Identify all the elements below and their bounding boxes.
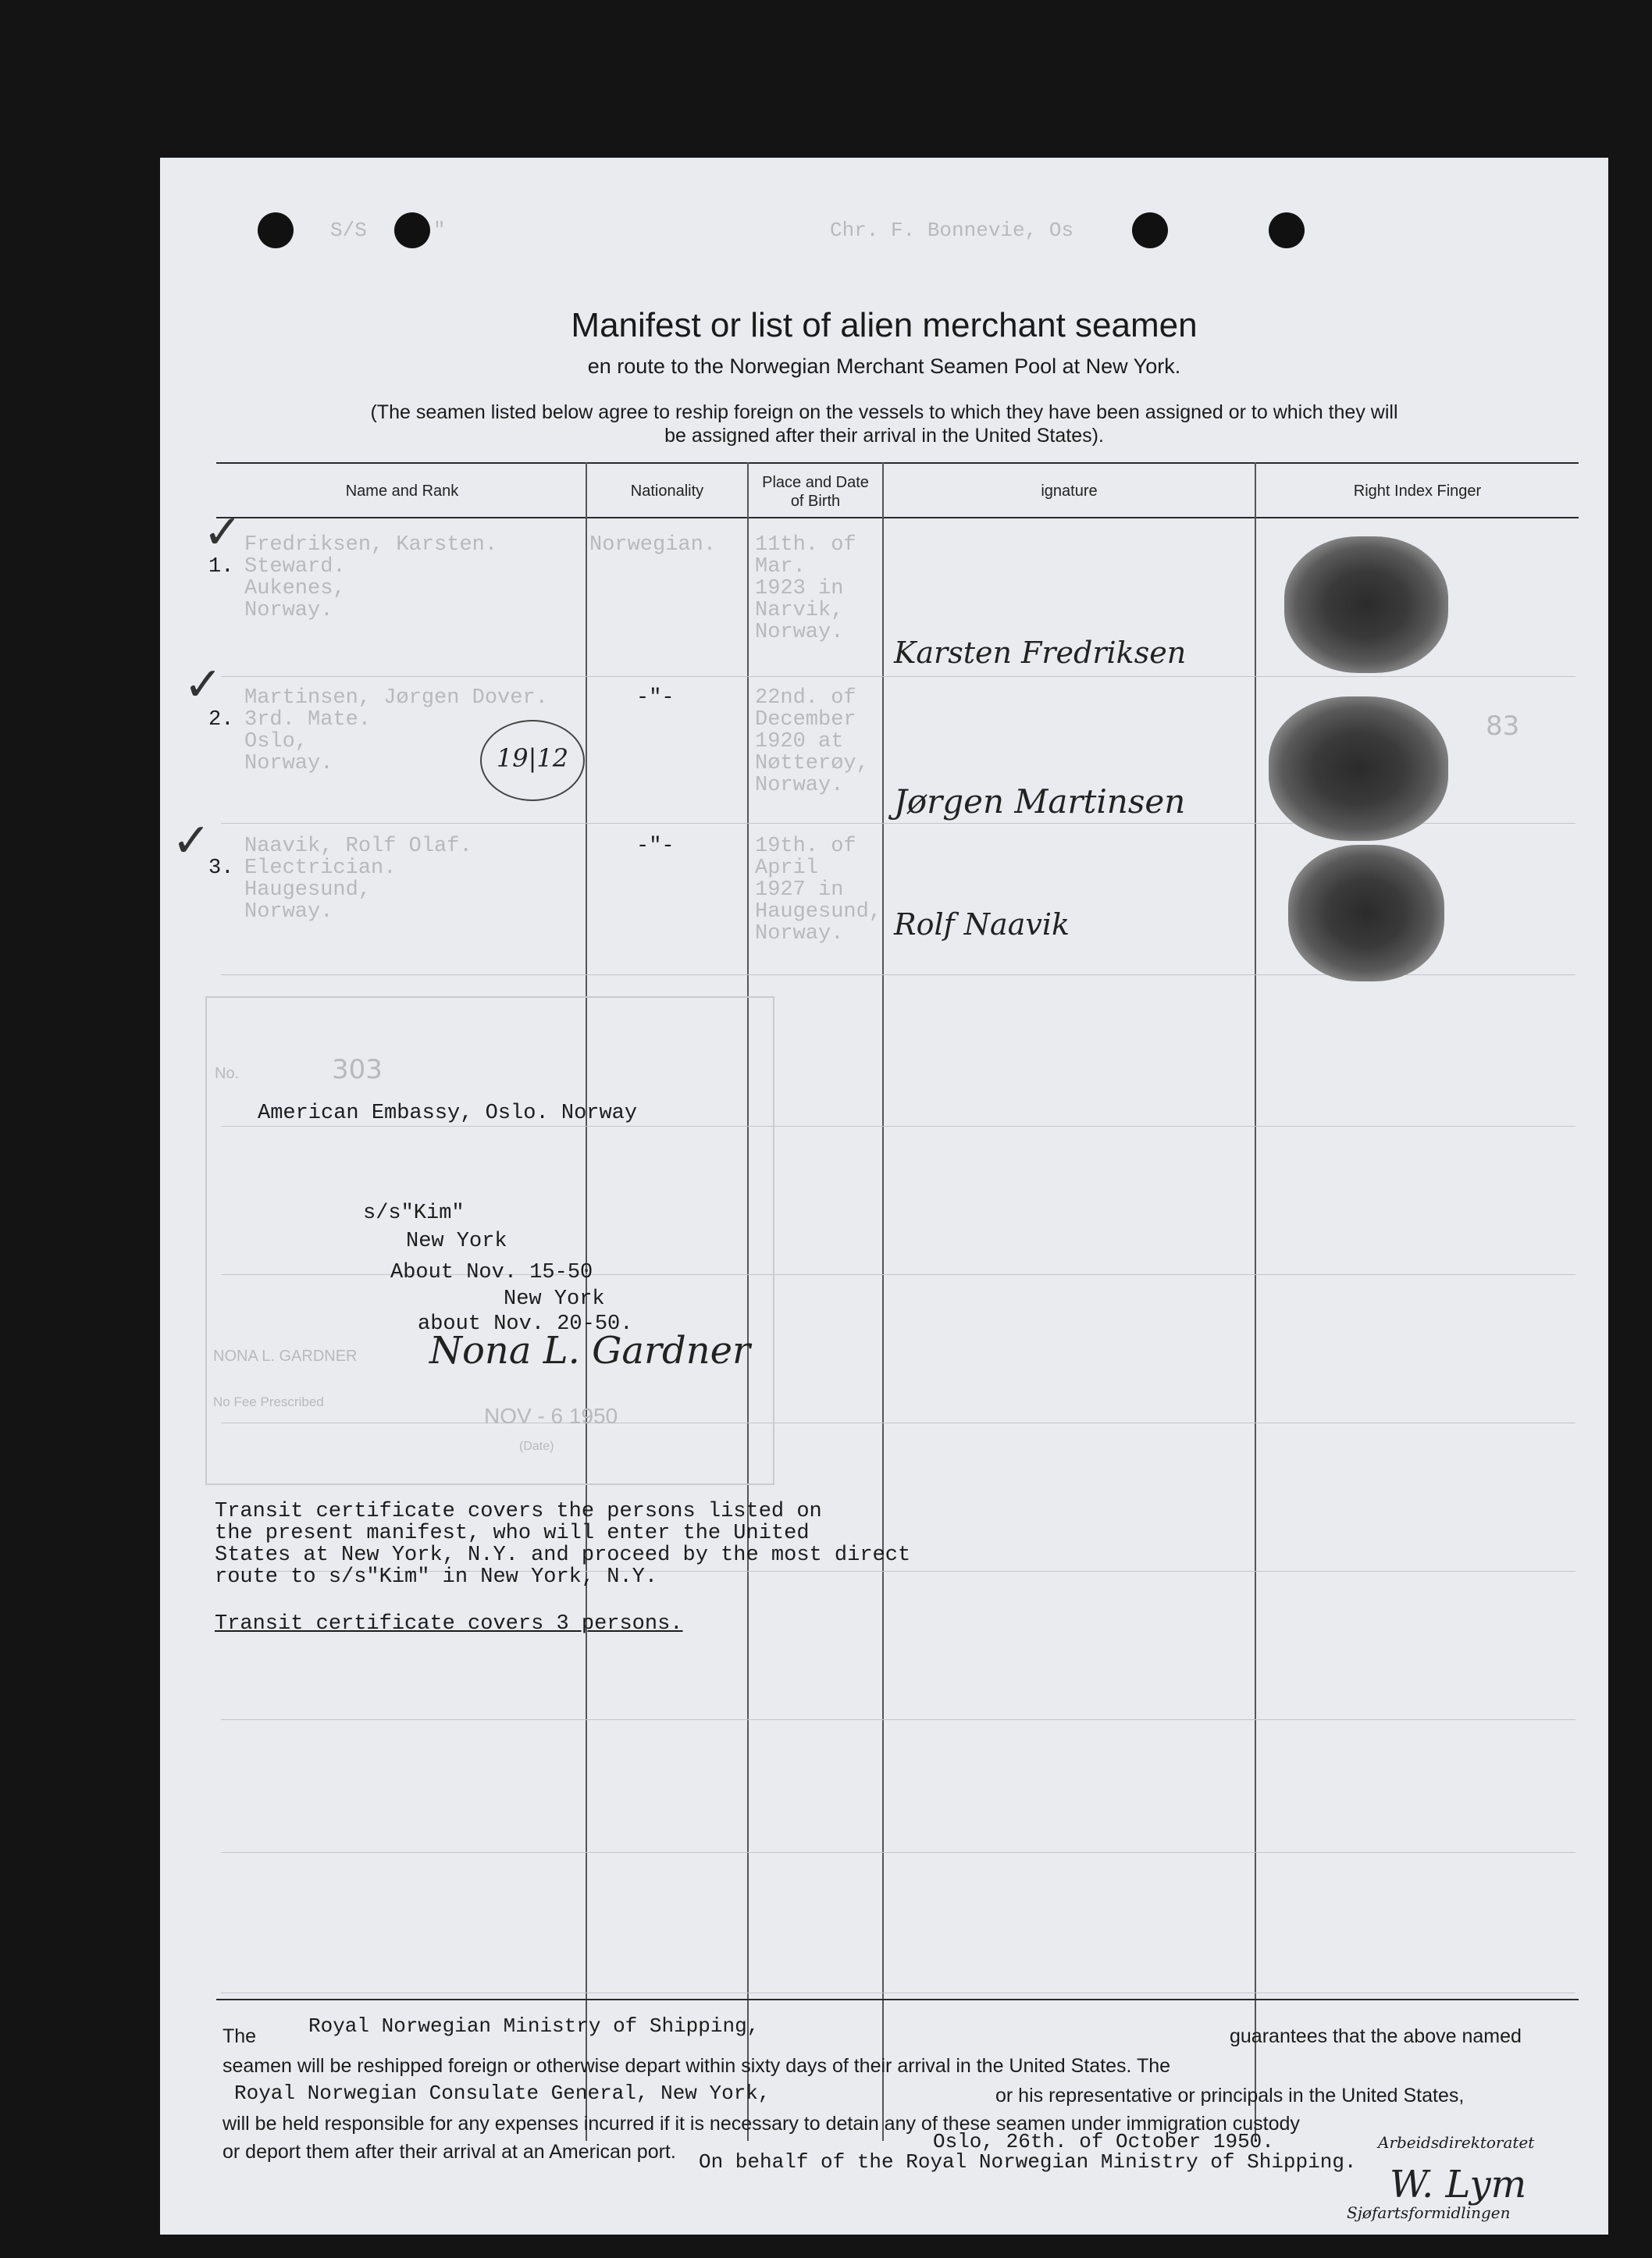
- stamp-number: 303: [332, 1054, 383, 1085]
- punch-hole: [1132, 212, 1168, 248]
- seaman-town: Oslo,: [244, 730, 308, 753]
- col-header-name: Name and Rank: [345, 483, 459, 500]
- footer-the: The: [223, 2025, 257, 2047]
- stamp-officer: NONA L. GARDNER: [213, 1348, 358, 1365]
- seaman-nationality: -"-: [636, 835, 675, 858]
- footer-consulate: Royal Norwegian Consulate General, New York,: [234, 2082, 771, 2105]
- birth-line: 22nd. of: [755, 686, 856, 710]
- seaman-nationality: -"-: [636, 686, 675, 710]
- seaman-town: Aukenes,: [244, 577, 346, 600]
- row-rule: [221, 676, 1575, 677]
- col-header-finger: Right Index Finger: [1353, 483, 1482, 500]
- birth-line: Mar.: [755, 555, 806, 579]
- seaman-rank: Electrician.: [244, 857, 397, 880]
- row-rule: [221, 1719, 1575, 1720]
- seaman-name: Martinsen, Jørgen Dover.: [244, 686, 548, 710]
- transit-line: States at New York, N.Y. and proceed by the most direct: [215, 1544, 911, 1567]
- stamp-fee: No Fee Prescribed: [213, 1394, 324, 1409]
- birth-line: 1923 in: [755, 577, 844, 600]
- col-header-nationality: Nationality: [630, 483, 704, 500]
- stamp-port: New York: [406, 1230, 507, 1253]
- manifest-page: [160, 158, 1608, 2235]
- row-number: 3.: [208, 857, 234, 880]
- footer-line2: seamen will be reshipped foreign or otherwise depart within sixty days of their arrival in the United States. The: [223, 2055, 1171, 2077]
- transit-line: Transit certificate covers the persons listed on: [215, 1500, 822, 1523]
- seaman-signature: Jørgen Martinsen: [894, 782, 1186, 821]
- birth-line: Norway.: [755, 774, 844, 797]
- seaman-nationality: Norwegian.: [589, 533, 717, 557]
- column-divider: [882, 462, 884, 2141]
- seaman-rank: 3rd. Mate.: [244, 708, 372, 732]
- punch-hole: [394, 212, 430, 248]
- fingerprint: [1269, 696, 1448, 841]
- stamp-port-2: New York: [504, 1287, 605, 1311]
- footer-representative: or his representative or principals in the United States,: [995, 2085, 1465, 2107]
- footer-stamp-text: Sjøfartsformidlingen: [1347, 2203, 1511, 2222]
- table-top-rule: [216, 462, 1579, 464]
- officer-signature: Nona L. Gardner: [429, 1329, 750, 1373]
- birth-line: Haugesund,: [755, 900, 882, 924]
- footer-behalf: On behalf of the Royal Norwegian Ministry of Shipping.: [699, 2150, 1357, 2174]
- stamp-date: NOV - 6 1950: [484, 1404, 618, 1428]
- punch-hole: [258, 212, 294, 248]
- seaman-town: Haugesund,: [244, 878, 372, 902]
- circled-note: [480, 720, 585, 801]
- check-mark: ✓: [203, 505, 243, 560]
- footer-guarantee: guarantees that the above named: [1230, 2025, 1522, 2047]
- seaman-country: Norway.: [244, 599, 333, 622]
- transit-line: the present manifest, who will enter the United: [215, 1522, 810, 1545]
- seaman-signature: Karsten Fredriksen: [894, 636, 1187, 670]
- col-header-signature: ignature: [1041, 483, 1098, 500]
- col-header-birth-2: of Birth: [790, 493, 841, 510]
- document-subtitle: en route to the Norwegian Merchant Seamen Pool at New York.: [587, 354, 1181, 378]
- stamp-number-label: No.: [215, 1065, 240, 1082]
- birth-line: Nøtterøy,: [755, 752, 869, 775]
- row-number: 1.: [208, 555, 234, 579]
- margin-number: 83: [1486, 711, 1520, 742]
- birth-line: December: [755, 708, 856, 732]
- stamp-date-caption: (Date): [519, 1440, 554, 1453]
- circled-note-text: 19|12: [496, 743, 569, 773]
- check-mark: ✓: [183, 657, 223, 712]
- seaman-name: Naavik, Rolf Olaf.: [244, 835, 472, 858]
- row-number: 2.: [208, 708, 234, 732]
- birth-line: 19th. of: [755, 835, 856, 858]
- footer-line5: or deport them after their arrival at an American port.: [223, 2141, 676, 2163]
- stamp-vessel: s/s"Kim": [363, 1202, 465, 1225]
- header-note-line2: be assigned after their arrival in the United States).: [664, 425, 1104, 447]
- birth-line: 11th. of: [755, 533, 856, 557]
- col-header-birth-1: Place and Date: [762, 474, 869, 491]
- birth-line: 1920 at: [755, 730, 844, 753]
- birth-line: Norway.: [755, 922, 844, 946]
- birth-line: 1927 in: [755, 878, 844, 902]
- ship-name-end: ": [433, 219, 446, 242]
- stamp-arrival: About Nov. 15-50: [390, 1261, 593, 1284]
- seaman-signature: Rolf Naavik: [894, 907, 1070, 942]
- footer-rule: [216, 1999, 1579, 2000]
- stamp-departure: about Nov. 20-50.: [418, 1312, 633, 1336]
- table-header-rule: [216, 517, 1579, 518]
- punch-hole: [1269, 212, 1305, 248]
- ship-prefix: S/S: [330, 219, 367, 242]
- footer-line4: will be held responsible for any expenses incurred if it is necessary to detain any of these seamen under immigration custody: [223, 2113, 1300, 2135]
- footer-place-date: Oslo, 26th. of October 1950.: [933, 2130, 1274, 2153]
- row-rule: [221, 1852, 1575, 1853]
- document-title: Manifest or list of alien merchant seamen: [571, 306, 1198, 344]
- birth-line: April: [755, 857, 819, 880]
- fingerprint: [1288, 845, 1444, 981]
- authorizing-signature: W. Lym: [1390, 2163, 1527, 2206]
- birth-line: Narvik,: [755, 599, 844, 622]
- footer-stamp-text: Arbeidsdirektoratet: [1378, 2133, 1535, 2152]
- birth-line: Norway.: [755, 621, 844, 644]
- transit-total: Transit certificate covers 3 persons.: [215, 1612, 683, 1636]
- header-note-line1: (The seamen listed below agree to reship foreign on the vessels to which they have been assigned or to which they will: [370, 401, 1398, 423]
- column-divider: [1255, 462, 1256, 2141]
- seaman-name: Fredriksen, Karsten.: [244, 533, 498, 557]
- check-mark: ✓: [172, 814, 212, 868]
- stamp-embassy: American Embassy, Oslo. Norway: [258, 1102, 638, 1125]
- seaman-country: Norway.: [244, 752, 333, 775]
- seaman-country: Norway.: [244, 900, 333, 924]
- footer-ministry: Royal Norwegian Ministry of Shipping,: [308, 2014, 760, 2038]
- agent-name: Chr. F. Bonnevie, Os: [830, 219, 1074, 242]
- fingerprint: [1284, 536, 1448, 673]
- seaman-rank: Steward.: [244, 555, 346, 579]
- transit-line: route to s/s"Kim" in New York, N.Y.: [215, 1565, 658, 1589]
